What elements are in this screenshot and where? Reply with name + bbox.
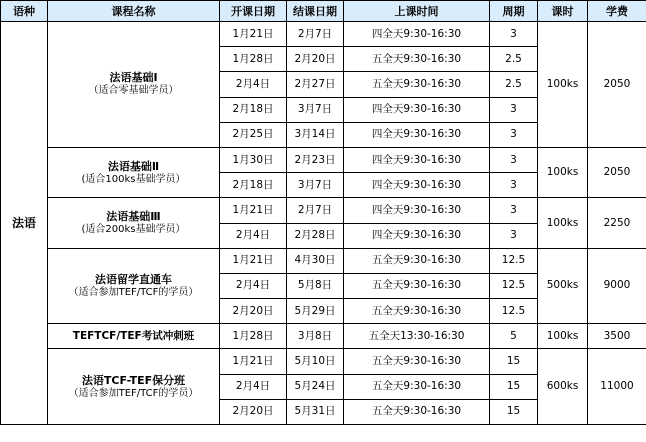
header-row: [1, 1, 646, 22]
class-time-cell: 五全天9:30-16:30: [344, 349, 490, 374]
start-date-cell: 2月18日: [220, 173, 287, 198]
start-date-cell: 1月28日: [220, 324, 287, 349]
hours-cell: 100ks: [538, 147, 588, 197]
course-note: （适合参加TEF/TCF的学员）: [68, 387, 199, 399]
hours-cell: 600ks: [538, 349, 588, 425]
weeks-cell: 15: [490, 349, 538, 374]
end-date-cell: 3月14日: [287, 122, 344, 147]
course-name-cell: [48, 248, 220, 324]
class-time-cell: 五全天9:30-16:30: [344, 248, 490, 273]
class-time-cell: 四全天9:30-16:30: [344, 147, 490, 172]
course-title: 法语基础Ⅰ: [109, 71, 158, 85]
weeks-cell: 3: [490, 223, 538, 248]
fee-cell: 2050: [588, 22, 646, 148]
weeks-cell: 12.5: [490, 273, 538, 298]
course-title: 法语基础Ⅲ: [106, 210, 161, 223]
start-date-cell: 1月21日: [220, 198, 287, 223]
course-note: （适合参加TEF/TCF的学员）: [68, 286, 199, 298]
hours-cell: 100ks: [538, 22, 588, 148]
end-date-cell: 2月23日: [287, 147, 344, 172]
course-note: （适合零基础学员）: [88, 85, 179, 97]
weeks-cell: 2.5: [490, 47, 538, 72]
start-date-cell: 2月4日: [220, 223, 287, 248]
course-title: 法语基础Ⅱ: [107, 159, 160, 173]
weeks-cell: 3: [490, 22, 538, 47]
class-time-cell: 五全天9:30-16:30: [344, 47, 490, 72]
fee-cell: 2050: [588, 147, 646, 197]
end-date-cell: 5月10日: [287, 349, 344, 374]
end-date-cell: 4月30日: [287, 248, 344, 273]
class-time-cell: 四全天9:30-16:30: [344, 198, 490, 223]
hours-cell: 100ks: [538, 324, 588, 349]
course-title: 法语留学直通车: [95, 272, 172, 286]
table-row: [1, 147, 646, 172]
class-time-cell: 四全天9:30-16:30: [344, 223, 490, 248]
course-name-cell: [48, 147, 220, 197]
hours-cell: 100ks: [538, 198, 588, 248]
class-time-cell: 五全天9:30-16:30: [344, 374, 490, 399]
table-row: [1, 349, 646, 374]
weeks-cell: 3: [490, 97, 538, 122]
header-weeks: 周期: [490, 1, 538, 22]
weeks-cell: 3: [490, 122, 538, 147]
course-name-cell: [48, 324, 220, 349]
language-cell: 法语: [1, 22, 48, 425]
start-date-cell: 2月4日: [220, 374, 287, 399]
weeks-cell: 3: [490, 147, 538, 172]
course-name-cell: [48, 198, 220, 248]
class-time-cell: 四全天9:30-16:30: [344, 97, 490, 122]
fee-cell: 2250: [588, 198, 646, 248]
weeks-cell: 12.5: [490, 248, 538, 273]
weeks-cell: 3: [490, 173, 538, 198]
table-header: [1, 1, 646, 22]
fee-cell: 11000: [588, 349, 646, 425]
weeks-cell: 5: [490, 324, 538, 349]
class-time-cell: 四全天9:30-16:30: [344, 173, 490, 198]
header-hours: 课时: [538, 1, 588, 22]
header-language: 语种: [1, 1, 48, 22]
table-row: [1, 198, 646, 223]
course-note: (适合100ks基础学员）: [81, 173, 186, 185]
start-date-cell: 2月4日: [220, 72, 287, 97]
fee-cell: 9000: [588, 248, 646, 324]
end-date-cell: 2月27日: [287, 72, 344, 97]
start-date-cell: 2月4日: [220, 273, 287, 298]
end-date-cell: 5月24日: [287, 374, 344, 399]
start-date-cell: 1月21日: [220, 349, 287, 374]
course-title: 法语TCF-TEF保分班: [81, 373, 186, 387]
weeks-cell: 2.5: [490, 72, 538, 97]
weeks-cell: 15: [490, 374, 538, 399]
start-date-cell: 1月28日: [220, 47, 287, 72]
start-date-cell: 1月30日: [220, 147, 287, 172]
class-time-cell: 五全天13:30-16:30: [344, 324, 490, 349]
end-date-cell: 5月29日: [287, 299, 344, 324]
start-date-cell: 1月21日: [220, 22, 287, 47]
weeks-cell: 3: [490, 198, 538, 223]
hours-cell: 500ks: [538, 248, 588, 324]
end-date-cell: 2月20日: [287, 47, 344, 72]
start-date-cell: 2月18日: [220, 97, 287, 122]
end-date-cell: 5月31日: [287, 399, 344, 424]
end-date-cell: 2月28日: [287, 223, 344, 248]
weeks-cell: 15: [490, 399, 538, 424]
start-date-cell: 1月21日: [220, 248, 287, 273]
course-name-cell: [48, 349, 220, 425]
class-time-cell: 五全天9:30-16:30: [344, 72, 490, 97]
end-date-cell: 2月7日: [287, 198, 344, 223]
end-date-cell: 5月8日: [287, 273, 344, 298]
weeks-cell: 12.5: [490, 299, 538, 324]
header-class-time: 上课时间: [344, 1, 490, 22]
class-time-cell: 四全天9:30-16:30: [344, 122, 490, 147]
table-row: [1, 22, 646, 47]
class-time-cell: 四全天9:30-16:30: [344, 22, 490, 47]
fee-cell: 3500: [588, 324, 646, 349]
table-body: [1, 22, 646, 425]
start-date-cell: 2月20日: [220, 399, 287, 424]
start-date-cell: 2月20日: [220, 299, 287, 324]
class-time-cell: 五全天9:30-16:30: [344, 273, 490, 298]
course-note: (适合200ks基础学员）: [81, 224, 186, 235]
header-course: 课程名称: [48, 1, 220, 22]
header-end-date: 结课日期: [287, 1, 344, 22]
header-fee: 学费: [588, 1, 646, 22]
class-time-cell: 五全天9:30-16:30: [344, 299, 490, 324]
end-date-cell: 3月8日: [287, 324, 344, 349]
course-name-cell: [48, 22, 220, 148]
start-date-cell: 2月25日: [220, 122, 287, 147]
header-start-date: 开课日期: [220, 1, 287, 22]
end-date-cell: 2月7日: [287, 22, 344, 47]
course-title: TEFTCF/TEF考试冲刺班: [72, 329, 195, 342]
end-date-cell: 3月7日: [287, 173, 344, 198]
table-row: [1, 248, 646, 273]
table-row: [1, 324, 646, 349]
class-time-cell: 五全天9:30-16:30: [344, 399, 490, 424]
end-date-cell: 3月7日: [287, 97, 344, 122]
